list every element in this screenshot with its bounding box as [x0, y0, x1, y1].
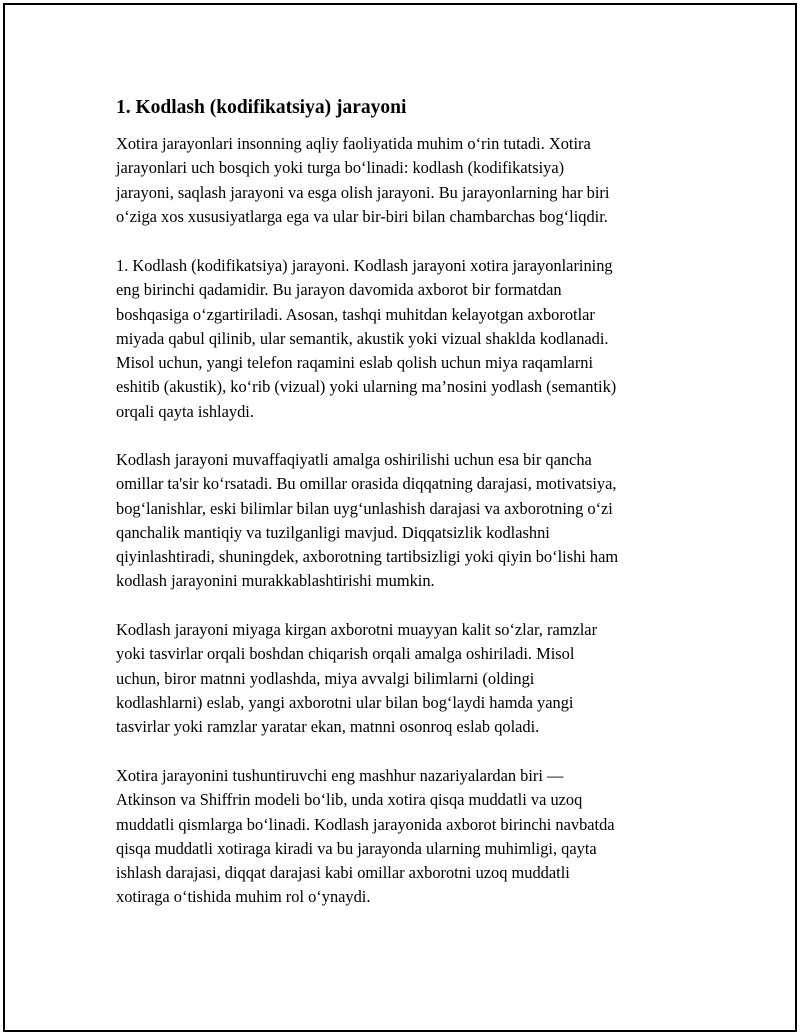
paragraph-line: yoki tasvirlar orqali boshdan chiqarish orqali amalga oshiriladi. Misol — [116, 644, 575, 664]
paragraph-line: qanchalik mantiqiy va tuzilganligi mavjud. Diqqatsizlik kodlashni — [116, 522, 550, 542]
paragraph-line: jarayoni, saqlash jarayoni va esga olish jarayoni. Bu jarayonlarning har biri — [116, 182, 610, 202]
paragraph-3 — [116, 448, 618, 594]
paragraph-line: eshitib (akustik), ko‘rib (vizual) yoki ularning ma’nosini yodlash (semantik) — [116, 377, 617, 397]
paragraph-line: boshqasiga o‘zgartiriladi. Asosan, tashqi muhitdan kelayotgan axborotlar — [116, 304, 595, 324]
paragraph-line: kodlash jarayonini murakkablashtirishi mumkin. — [116, 571, 435, 591]
paragraph-line: Atkinson va Shiffrin modeli bo‘lib, unda xotira qisqa muddatli va uzoq — [116, 790, 583, 810]
section-heading: 1. Kodlash (kodifikatsiya) jarayoni — [116, 97, 407, 118]
paragraph-line: Kodlash jarayoni miyaga kirgan axborotni muayyan kalit so‘zlar, ramzlar — [116, 620, 598, 639]
paragraph-line: Xotira jarayonini tushuntiruvchi eng mashhur nazariyalardan biri — — [116, 766, 564, 785]
paragraph-line: bog‘lanishlar, eski bilimlar bilan uyg‘unlashish darajasi va axborotning o‘zi — [116, 498, 613, 518]
paragraph-line: Misol uchun, yangi telefon raqamini eslab qolish uchun miya raqamlarni — [116, 353, 594, 373]
paragraph-line: xotiraga o‘tishida muhim rol o‘ynaydi. — [116, 887, 371, 907]
paragraph-line: uchun, biror matnni yodlashda, miya avvalgi bilimlarni (oldingi — [116, 668, 535, 688]
paragraph-line: 1. Kodlash (kodifikatsiya) jarayoni. Kodlash jarayoni xotira jarayonlarining — [116, 256, 613, 275]
paragraph-line: kodlashlarni) eslab, yangi axborotni ular bilan bog‘laydi hamda yangi — [116, 692, 574, 712]
paragraph-line: qiyinlashtiradi, shuningdek, axborotning tartibsizligi yoki qiyin bo‘lishi ham — [116, 547, 619, 567]
paragraph-line: qisqa muddatli xotiraga kiradi va bu jarayonda ularning muhimligi, qayta — [116, 838, 597, 858]
paragraph-line: eng birinchi qadamidir. Bu jarayon davomida axborot bir formatdan — [116, 280, 562, 300]
document-body — [116, 96, 688, 907]
paragraph-line: miyada qabul qilinib, ular semantik, akustik yoki vizual shaklda kodlanadi. — [116, 328, 609, 348]
paragraph-line: jarayonlari uch bosqich yoki turga bo‘linadi: kodlash (kodifikatsiya) — [116, 158, 565, 178]
paragraph-line: omillar ta'sir ko‘rsatadi. Bu omillar orasida diqqatning darajasi, motivatsiya, — [116, 474, 617, 494]
paragraph-5 — [116, 764, 615, 910]
paragraph-line: o‘ziga xos xususiyatlarga ega va ular bir-biri bilan chambarchas bog‘liqdir. — [116, 206, 608, 226]
paragraph-1 — [116, 132, 609, 229]
paragraph-line: muddatli qismlarga bo‘linadi. Kodlash jarayonida axborot birinchi navbatda — [116, 814, 615, 834]
paragraph-line: Kodlash jarayoni muvaffaqiyatli amalga oshirilishi uchun esa bir qancha — [116, 450, 592, 469]
paragraph-2 — [116, 254, 616, 424]
paragraph-line: tasvirlar yoki ramzlar yaratar ekan, matnni osonroq eslab qoladi. — [116, 717, 540, 737]
paragraph-line: ishlash darajasi, diqqat darajasi kabi omillar axborotni uzoq muddatli — [116, 863, 570, 883]
paragraph-line: Xotira jarayonlari insonning aqliy faoliyatida muhim o‘rin tutadi. Xotira — [116, 134, 591, 153]
paragraph-line: orqali qayta ishlaydi. — [116, 401, 254, 421]
paragraph-4 — [116, 618, 597, 739]
